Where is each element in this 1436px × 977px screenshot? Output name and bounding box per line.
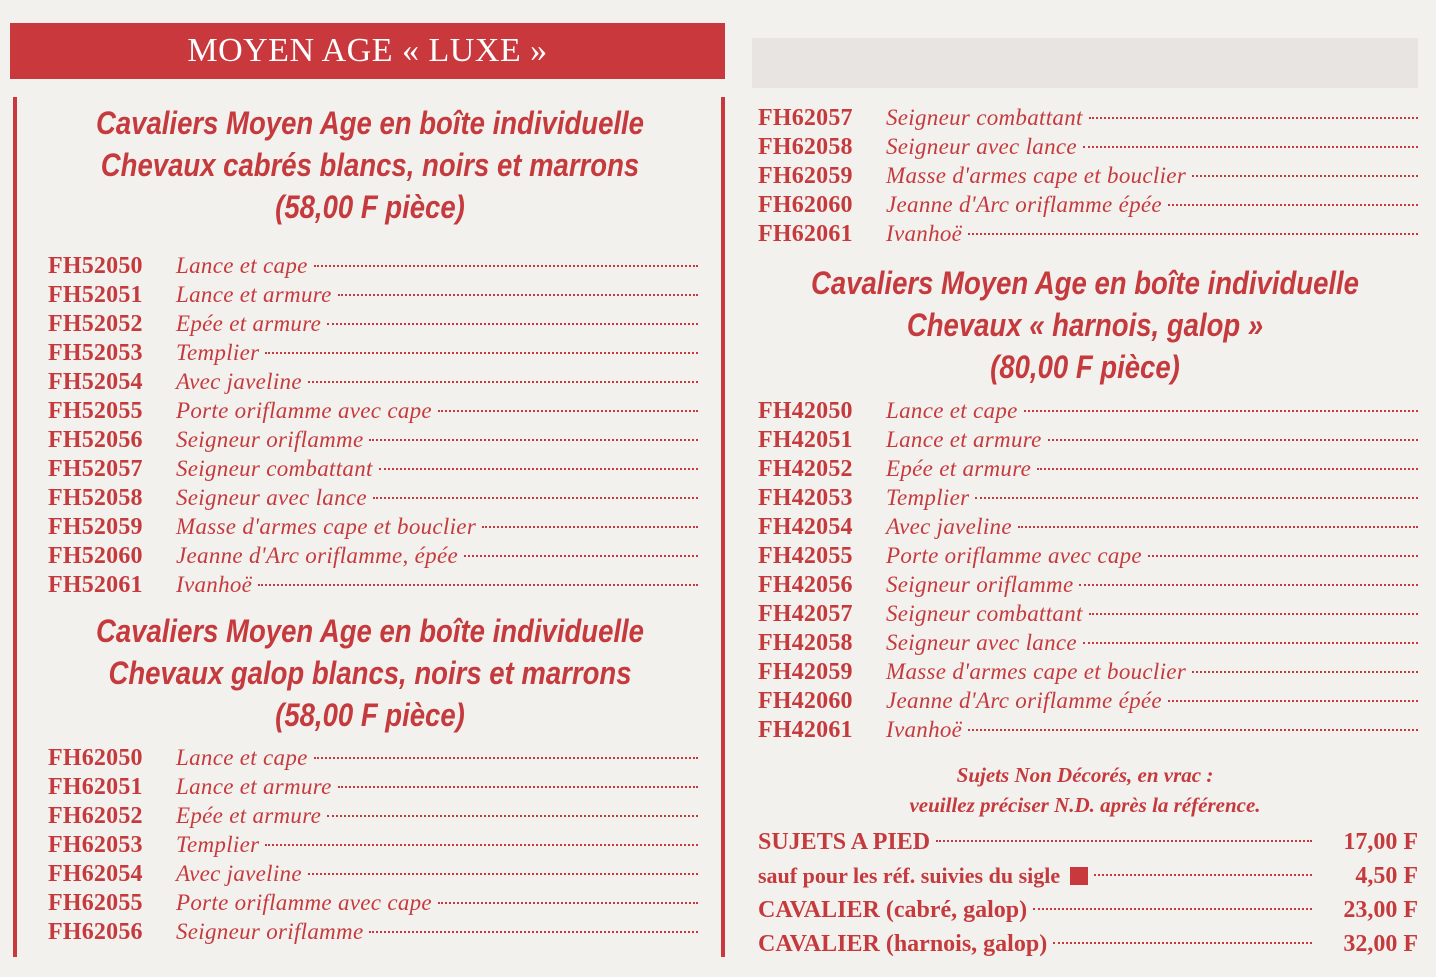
product-code: FH52053 (48, 340, 143, 366)
dot-leader (1037, 468, 1418, 470)
note-line: Sujets Non Décorés, en vrac : (956, 763, 1214, 787)
price-value: 23,00 F (1343, 897, 1418, 923)
product-row (758, 483, 1418, 512)
product-code: FH62056 (48, 919, 143, 945)
heading-line: Cavaliers Moyen Age en boîte individuelle (810, 265, 1359, 301)
product-code: FH52050 (48, 253, 143, 279)
product-code: FH62057 (758, 105, 853, 131)
heading-line: Chevaux galop blancs, noirs et marrons (108, 655, 632, 691)
product-code: FH52056 (48, 427, 143, 453)
dot-leader (1168, 204, 1418, 206)
heading-harnois (784, 262, 1386, 388)
dot-leader (327, 323, 698, 325)
dot-leader (482, 526, 698, 528)
product-name: Lance et cape (176, 253, 308, 278)
heading-line: Chevaux cabrés blancs, noirs et marrons (100, 147, 640, 183)
faded-header-bar (752, 38, 1418, 88)
product-row (48, 570, 698, 599)
dot-leader (968, 233, 1418, 235)
product-code: FH62060 (758, 192, 853, 218)
product-name: Seigneur avec lance (886, 630, 1077, 655)
dot-leader (308, 873, 698, 875)
dot-leader (975, 497, 1418, 499)
product-row (758, 161, 1418, 190)
product-code: FH42053 (758, 485, 853, 511)
dot-leader (936, 840, 1312, 842)
product-name: Masse d'armes cape et bouclier (886, 163, 1187, 188)
product-row (48, 280, 698, 309)
product-row (758, 715, 1418, 744)
heading-price: (58,00 F pièce) (275, 189, 465, 225)
product-name: Seigneur oriflamme (176, 427, 364, 452)
product-list-galop-continued (758, 103, 1418, 248)
section-banner: MOYEN AGE « LUXE » (10, 23, 725, 79)
product-row (48, 541, 698, 570)
product-name: Seigneur avec lance (176, 485, 367, 510)
product-row (48, 251, 698, 280)
product-name: Ivanhoë (886, 221, 963, 246)
product-name: Jeanne d'Arc oriflamme, épée (176, 543, 458, 568)
product-row (758, 425, 1418, 454)
dot-leader (438, 902, 698, 904)
product-code: FH42054 (758, 514, 853, 540)
dot-leader (1083, 146, 1418, 148)
price-label (758, 927, 1053, 961)
product-name: Ivanhoë (886, 717, 963, 742)
product-name: Porte oriflamme avec cape (886, 543, 1142, 568)
product-row (758, 541, 1418, 570)
product-name: Porte oriflamme avec cape (176, 398, 432, 423)
dot-leader (1033, 908, 1312, 910)
product-row (758, 103, 1418, 132)
price-label-text: sauf pour les réf. suivies du sigle (758, 863, 1061, 888)
product-name: Epée et armure (176, 311, 322, 336)
heading-line: Cavaliers Moyen Age en boîte individuelle (95, 613, 644, 649)
heading-line: Cavaliers Moyen Age en boîte individuelle (95, 105, 644, 141)
product-code: FH42061 (758, 717, 853, 743)
product-code: FH52057 (48, 456, 143, 482)
dot-leader (1089, 613, 1418, 615)
product-code: FH62058 (758, 134, 853, 160)
product-row (48, 801, 698, 830)
product-row (758, 657, 1418, 686)
product-name: Seigneur combattant (886, 105, 1083, 130)
product-code: FH52059 (48, 514, 143, 540)
product-list-galop (48, 743, 698, 946)
product-code: FH42051 (758, 427, 853, 453)
dot-leader (369, 439, 698, 441)
dot-leader (1192, 175, 1418, 177)
product-row (758, 396, 1418, 425)
product-row (758, 512, 1418, 541)
product-row (48, 917, 698, 946)
product-code: FH62055 (48, 890, 143, 916)
product-name: Lance et armure (176, 774, 332, 799)
heading-galop (69, 610, 671, 736)
product-code: FH42055 (758, 543, 853, 569)
product-code: FH52055 (48, 398, 143, 424)
product-code: FH62061 (758, 221, 853, 247)
product-name: Seigneur combattant (176, 456, 373, 481)
product-list-cabres (48, 251, 698, 599)
dot-leader (338, 786, 698, 788)
product-code: FH52054 (48, 369, 143, 395)
product-name: Seigneur oriflamme (176, 919, 364, 944)
price-label (758, 859, 1094, 893)
product-row (48, 367, 698, 396)
product-code: FH52061 (48, 572, 143, 598)
dot-leader (1148, 555, 1418, 557)
dot-leader (1079, 584, 1418, 586)
product-code: FH42058 (758, 630, 853, 656)
price-table (758, 825, 1418, 961)
dot-leader (327, 815, 698, 817)
product-code: FH42060 (758, 688, 853, 714)
product-code: FH42052 (758, 456, 853, 482)
product-row (48, 859, 698, 888)
price-value: 32,00 F (1343, 931, 1418, 957)
product-name: Ivanhoë (176, 572, 253, 597)
dot-leader (1192, 671, 1418, 673)
product-name: Lance et cape (886, 398, 1018, 423)
product-row (758, 628, 1418, 657)
product-code: FH62050 (48, 745, 143, 771)
dot-leader (1018, 526, 1418, 528)
product-name: Lance et armure (176, 282, 332, 307)
product-name: Lance et cape (176, 745, 308, 770)
product-name: Jeanne d'Arc oriflamme épée (886, 688, 1162, 713)
product-name: Epée et armure (176, 803, 322, 828)
dot-leader (373, 497, 698, 499)
product-code: FH62052 (48, 803, 143, 829)
product-name: Templier (176, 340, 260, 365)
price-row (758, 825, 1418, 859)
product-row (758, 570, 1418, 599)
product-name: Avec javeline (176, 861, 302, 886)
price-row (758, 927, 1418, 961)
product-name: Templier (176, 832, 260, 857)
product-code: FH42050 (758, 398, 853, 424)
product-row (48, 772, 698, 801)
product-row (758, 132, 1418, 161)
product-row (758, 219, 1418, 248)
heading-cabres (69, 102, 671, 228)
product-list-harnois (758, 396, 1418, 744)
product-code: FH42057 (758, 601, 853, 627)
product-code: FH62054 (48, 861, 143, 887)
product-row (48, 338, 698, 367)
dot-leader (1168, 700, 1418, 702)
dot-leader (1024, 410, 1418, 412)
heading-price: (80,00 F pièce) (990, 349, 1180, 385)
product-code: FH62059 (758, 163, 853, 189)
heading-line: Chevaux « harnois, galop » (906, 307, 1264, 343)
product-row (758, 190, 1418, 219)
dot-leader (338, 294, 698, 296)
product-row (48, 743, 698, 772)
product-code: FH52060 (48, 543, 143, 569)
note-line: veuillez préciser N.D. après la référence. (909, 793, 1261, 817)
price-label-text: SUJETS A PIED (758, 829, 931, 855)
product-name: Avec javeline (176, 369, 302, 394)
product-row (48, 454, 698, 483)
sigle-square-icon (1070, 867, 1088, 885)
dot-leader (258, 584, 698, 586)
product-row (758, 686, 1418, 715)
product-row (48, 483, 698, 512)
dot-leader (314, 757, 698, 759)
product-name: Jeanne d'Arc oriflamme épée (886, 192, 1162, 217)
product-code: FH52058 (48, 485, 143, 511)
product-row (48, 830, 698, 859)
dot-leader (265, 844, 698, 846)
price-label (758, 893, 1033, 927)
price-label-text: CAVALIER (cabré, galop) (758, 897, 1028, 923)
dot-leader (369, 931, 698, 933)
dot-leader (1089, 117, 1418, 119)
product-name: Epée et armure (886, 456, 1032, 481)
product-name: Porte oriflamme avec cape (176, 890, 432, 915)
dot-leader (379, 468, 698, 470)
product-code: FH62051 (48, 774, 143, 800)
dot-leader (308, 381, 698, 383)
product-name: Seigneur oriflamme (886, 572, 1074, 597)
product-row (758, 454, 1418, 483)
product-row (758, 599, 1418, 628)
product-name: Masse d'armes cape et bouclier (176, 514, 477, 539)
product-code: FH52052 (48, 311, 143, 337)
price-label-text: CAVALIER (harnois, galop) (758, 931, 1048, 957)
dot-leader (1048, 439, 1418, 441)
price-value: 4,50 F (1355, 863, 1418, 889)
product-code: FH52051 (48, 282, 143, 308)
product-name: Seigneur combattant (886, 601, 1083, 626)
dot-leader (438, 410, 698, 412)
product-code: FH42059 (758, 659, 853, 685)
dot-leader (265, 352, 698, 354)
product-row (48, 309, 698, 338)
product-name: Seigneur avec lance (886, 134, 1077, 159)
dot-leader (314, 265, 698, 267)
price-label (758, 825, 936, 859)
product-row (48, 888, 698, 917)
left-divider-rule (13, 97, 17, 957)
dot-leader (968, 729, 1418, 731)
product-row (48, 512, 698, 541)
dot-leader (1094, 874, 1312, 876)
dot-leader (464, 555, 698, 557)
product-name: Templier (886, 485, 970, 510)
heading-price: (58,00 F pièce) (275, 697, 465, 733)
center-divider-rule (721, 97, 725, 957)
price-row (758, 859, 1418, 893)
undecorated-note (752, 760, 1418, 820)
product-row (48, 396, 698, 425)
product-name: Avec javeline (886, 514, 1012, 539)
product-name: Lance et armure (886, 427, 1042, 452)
price-value: 17,00 F (1343, 829, 1418, 855)
dot-leader (1083, 642, 1418, 644)
product-row (48, 425, 698, 454)
product-code: FH62053 (48, 832, 143, 858)
product-name: Masse d'armes cape et bouclier (886, 659, 1187, 684)
price-row (758, 893, 1418, 927)
product-code: FH42056 (758, 572, 853, 598)
dot-leader (1053, 942, 1312, 944)
